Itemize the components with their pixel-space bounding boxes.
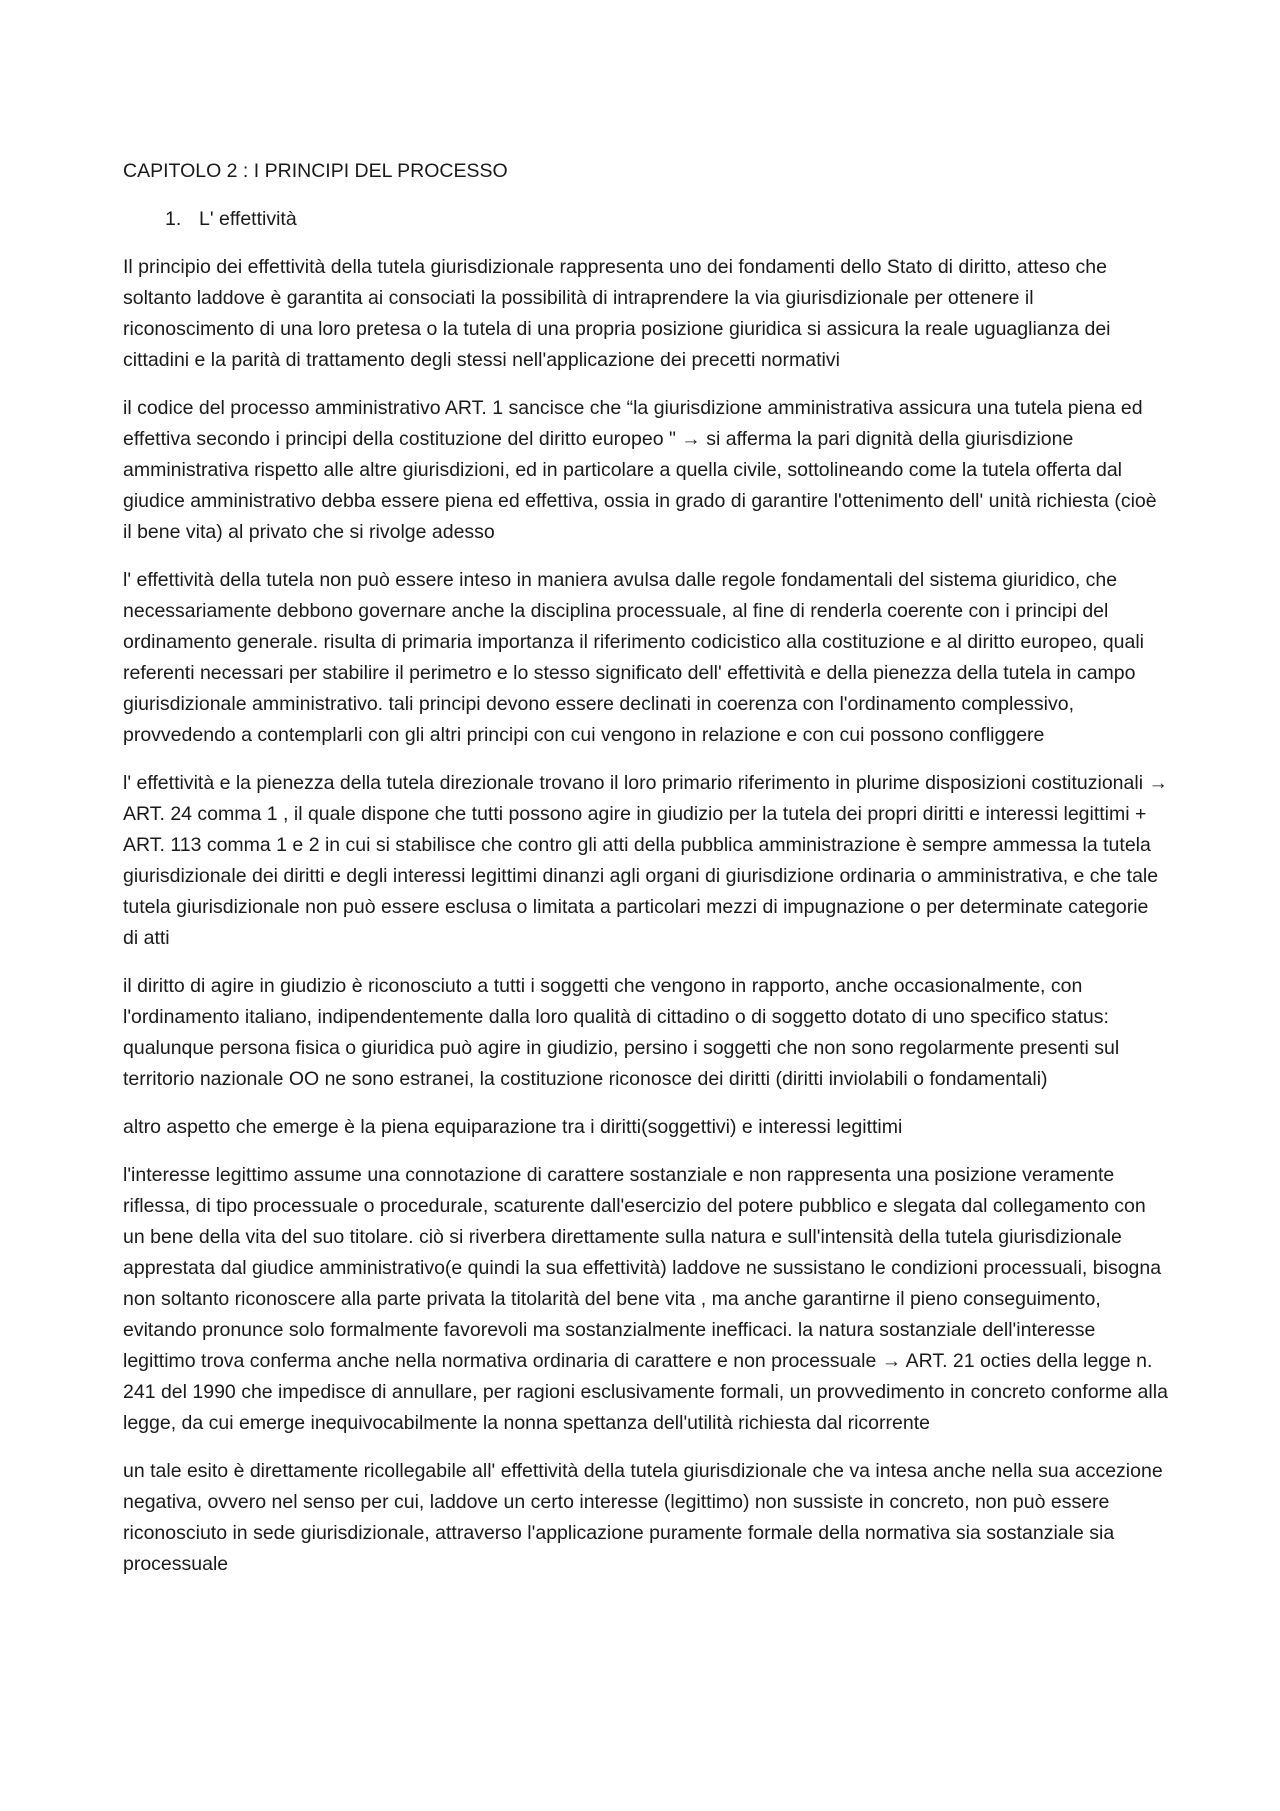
paragraph: l' effettività e la pienezza della tutela direzionale trovano il loro primario riferimento in plurime disposizioni costituzionali → ART. 24 comma 1 , il quale dispone che tutti possono agire in giudizio per la tutela dei propri diritti e interessi legittimi + ART. 113 comma 1 e 2 in cui si stabilisce che contro gli atti della pubblica amministrazione è sempre ammessa la tutela giurisdizionale dei diritti e degli interessi legittimi dinanzi agli organi di giurisdizione ordinaria o amministrativa, e che tale tutela giurisdizionale non può essere esclusa o limitata a particolari mezzi di impugnazione o per determinate categorie di atti [123, 772, 1168, 949]
paragraph: il codice del processo amministrativo ART. 1 sancisce che “la giurisdizione amministrativa assicura una tutela piena ed effettiva secondo i principi della costituzione del diritto europeo " → si afferma la pari dignità della giurisdizione amministrativa rispetto alle altre giurisdizioni, ed in particolare a quella civile, sottolineando come la tutela offerta dal giudice amministrativo debba essere piena ed effettiva, ossia in grado di garantire l'ottenimento dell' unità richiesta (cioè il bene vita) al privato che si rivolge adesso [123, 397, 1157, 543]
chapter-title: CAPITOLO 2 : I PRINCIPI DEL PROCESSO [123, 160, 508, 182]
section-heading [123, 204, 1168, 235]
section-number: 1. [165, 208, 182, 230]
paragraph: un tale esito è direttamente ricollegabile all' effettività della tutela giurisdizionale che va intesa anche nella sua accezione negativa, ovvero nel senso per cui, laddove un certo interesse (legittimo) non sussiste in concreto, non può essere riconosciuto in sede giurisdizionale, attraverso l'applicazione puramente formale della normativa sia sostanziale sia processuale [123, 1460, 1163, 1575]
section-title: L' effettività [199, 208, 297, 230]
paragraph: l'interesse legittimo assume una connotazione di carattere sostanziale e non rappresenta una posizione veramente riflessa, di tipo processuale o procedurale, scaturente dall'esercizio del potere pubblico e slegata dal collegamento con un bene della vita del suo titolare. ciò si riverbera direttamente sulla natura e sull'intensità della tutela giurisdizionale apprestata dal giudice amministrativo(e quindi la sua effettività) laddove ne sussistano le condizioni processuali, bisogna non soltanto riconoscere alla parte privata la titolarità del bene vita , ma anche garantirne il pieno conseguimento, evitando pronunce solo formalmente favorevoli ma sostanzialmente inefficaci. la natura sostanziale dell'interesse legittimo trova conferma anche nella normativa ordinaria di carattere e non processuale → ART. 21 octies della legge n. 241 del 1990 che impedisce di annullare, per ragioni esclusivamente formali, un provvedimento in concreto conforme alla legge, da cui emerge inequivocabilmente la nonna spettanza dell'utilità richiesta dal ricorrente [123, 1164, 1168, 1434]
paragraph: il diritto di agire in giudizio è riconosciuto a tutti i soggetti che vengono in rapporto, anche occasionalmente, con l'ordinamento italiano, indipendentemente dalla loro qualità di cittadino o di soggetto dotato di uno specifico status: qualunque persona fisica o giuridica può agire in giudizio, persino i soggetti che non sono regolarmente presenti sul territorio nazionale OO ne sono estranei, la costituzione riconosce dei diritti (diritti inviolabili o fondamentali) [123, 975, 1120, 1090]
paragraph: l' effettività della tutela non può essere inteso in maniera avulsa dalle regole fondamentali del sistema giuridico, che necessariamente debbono governare anche la disciplina processuale, al fine di renderla coerente con i principi del ordinamento generale. risulta di primaria importanza il riferimento codicistico alla costituzione e al diritto europeo, quali referenti necessari per stabilire il perimetro e lo stesso significato dell' effettività e della pienezza della tutela in campo giurisdizionale amministrativo. tali principi devono essere declinati in coerenza con l'ordinamento complessivo, provvedendo a contemplarli con gli altri principi con cui vengono in relazione e con cui possono confliggere [123, 569, 1145, 746]
document-page [123, 156, 1168, 1597]
paragraph: Il principio dei effettività della tutela giurisdizionale rappresenta uno dei fondamenti dello Stato di diritto, atteso che soltanto laddove è garantita ai consociati la possibilità di intraprendere la via giurisdizionale per ottenere il riconoscimento di una loro pretesa o la tutela di una propria posizione giuridica si assicura la reale uguaglianza dei cittadini e la parità di trattamento degli stessi nell'applicazione dei precetti normativi [123, 256, 1111, 371]
paragraph: altro aspetto che emerge è la piena equiparazione tra i diritti(soggettivi) e interessi legittimi [123, 1116, 903, 1138]
